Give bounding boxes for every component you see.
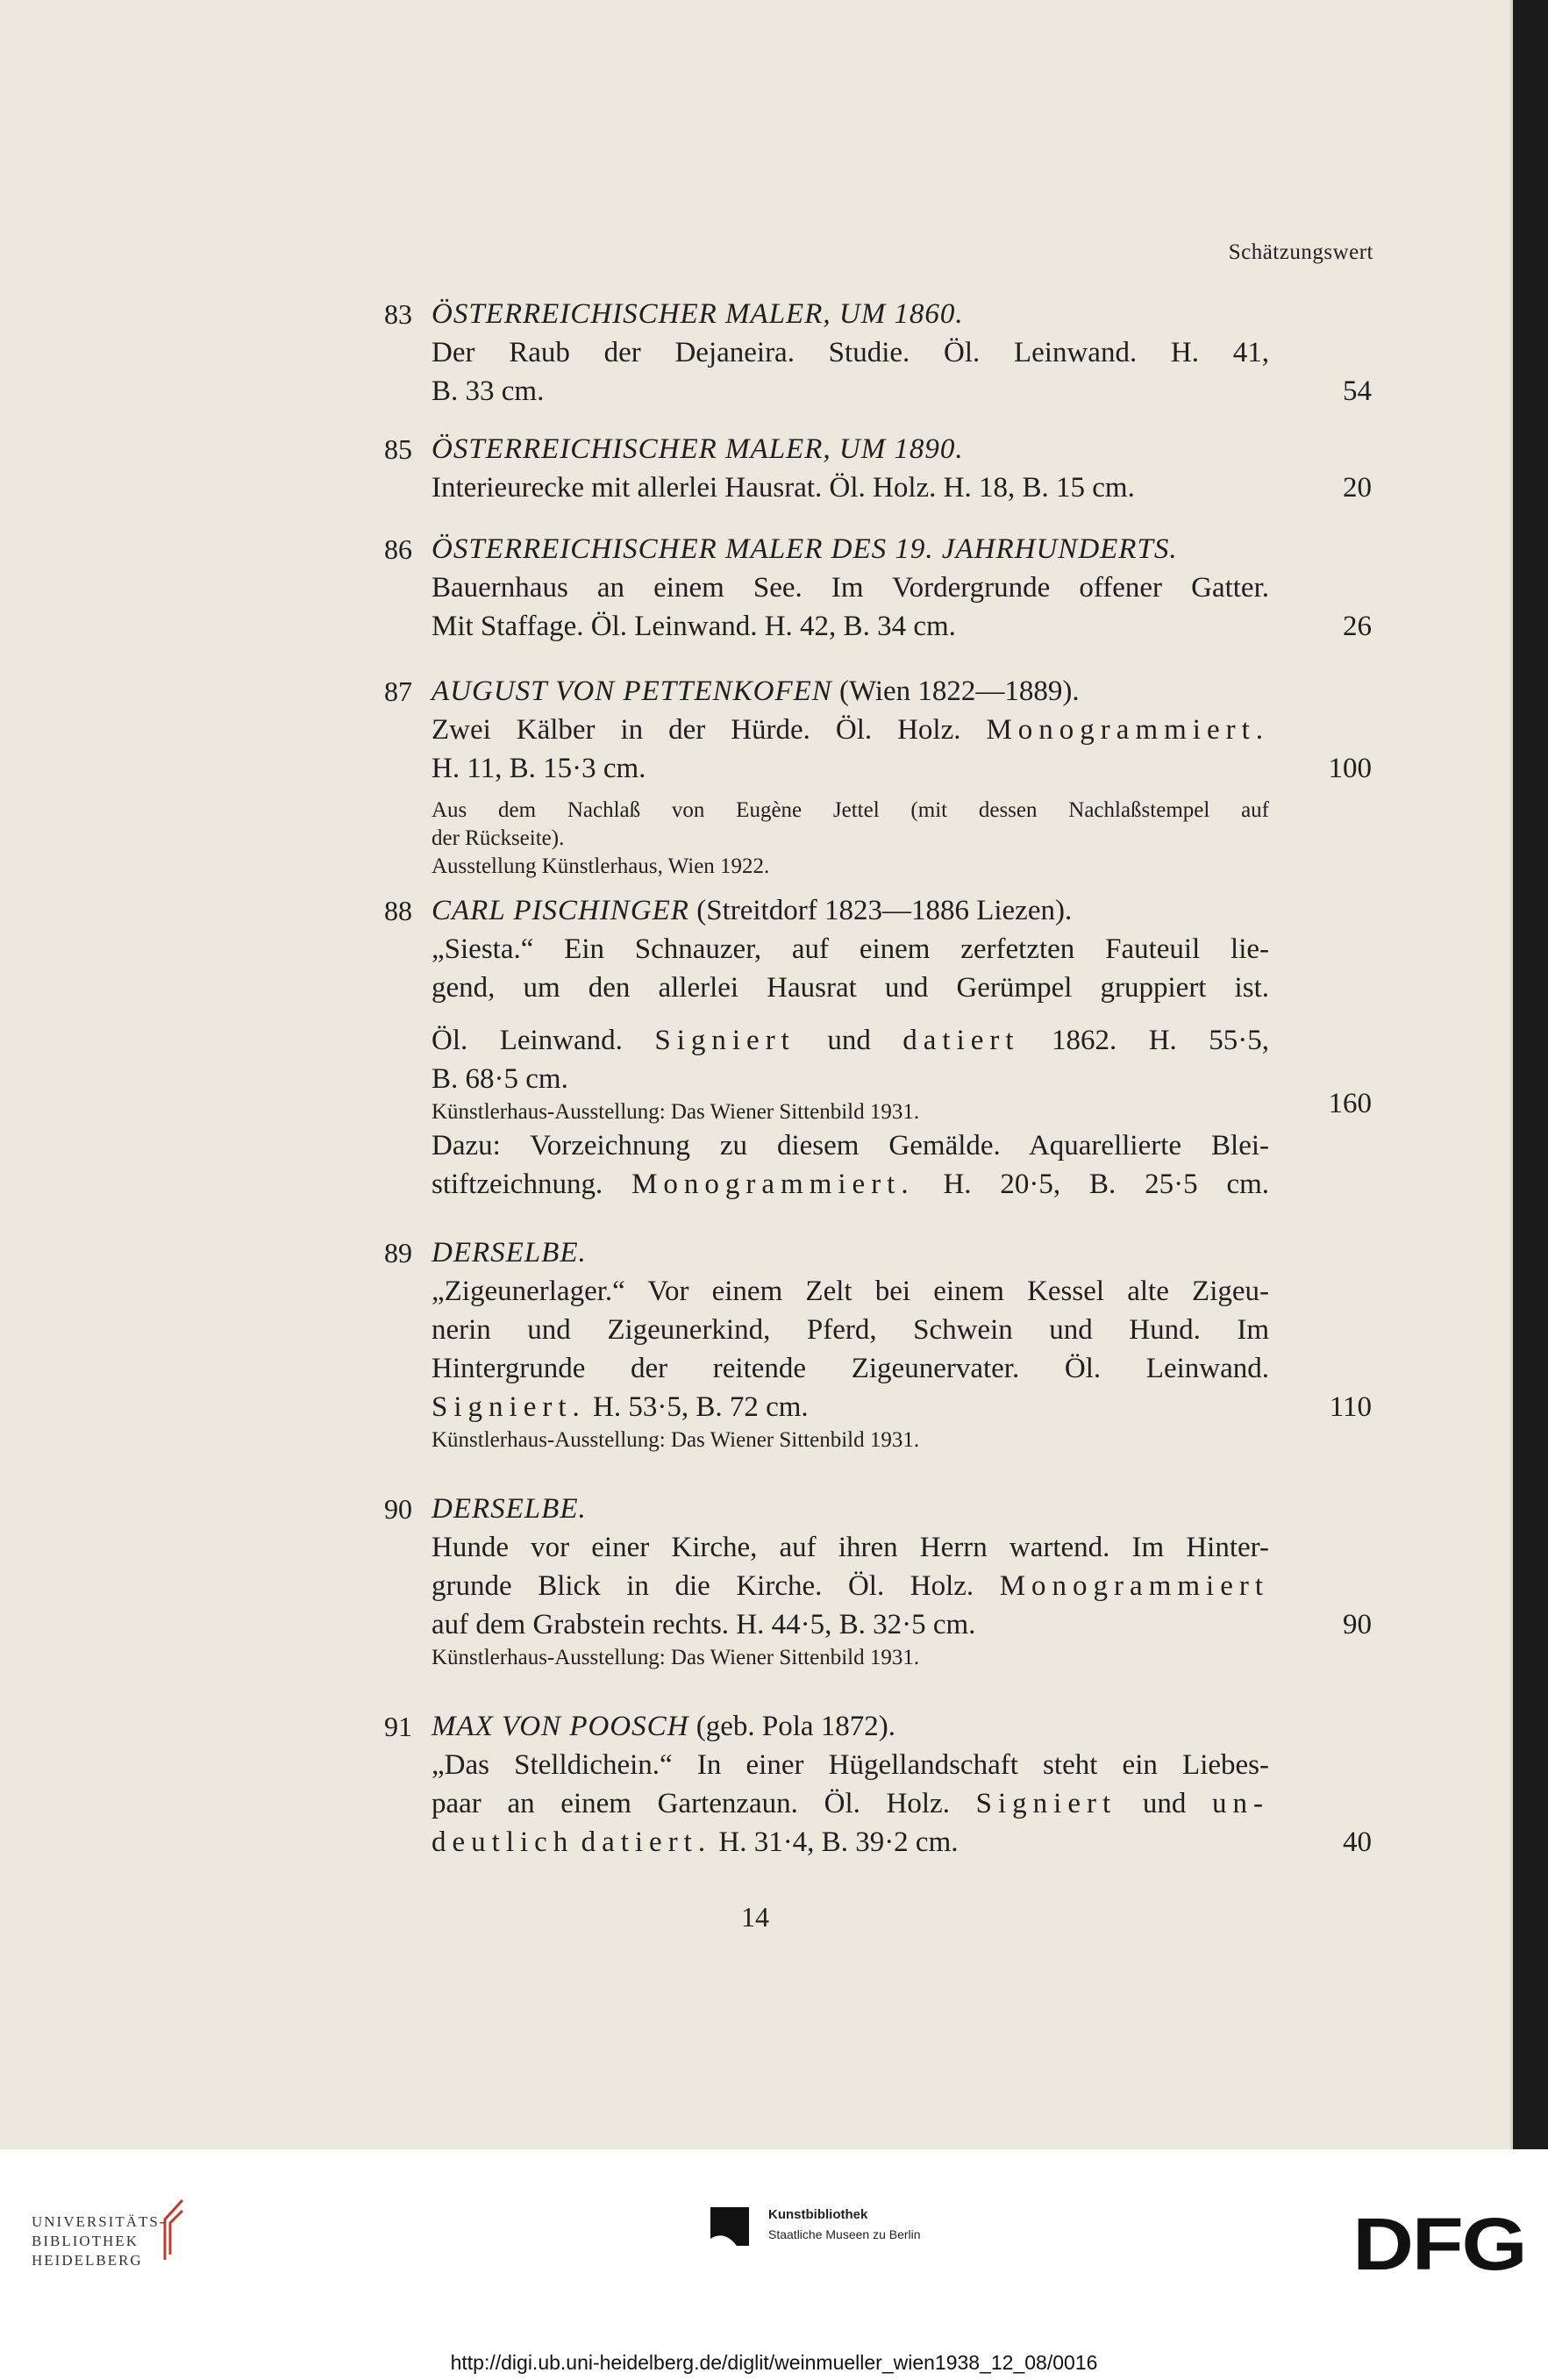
description-line: Zwei Kälber in der Hürde. Öl. Holz. Monogrammiert. bbox=[432, 714, 1270, 746]
estimate-value: 100 bbox=[1328, 753, 1372, 784]
description-line: Hintergrunde der reitende Zigeunervater. Öl. Leinwand. bbox=[432, 1353, 1269, 1384]
permalink-url[interactable]: http://digi.ub.uni-heidelberg.de/diglit/weinmueller_wien1938_12_08/0016 bbox=[450, 2351, 1098, 2374]
exhibition-note: Künstlerhaus-Ausstellung: Das Wiener Sittenbild 1931. bbox=[432, 1100, 920, 1124]
exhibition-note: Künstlerhaus-Ausstellung: Das Wiener Sittenbild 1931. bbox=[432, 1646, 920, 1669]
artist-heading: ÖSTERREICHISCHER MALER, UM 1890. bbox=[432, 433, 964, 465]
dfg-logo[interactable]: DFG bbox=[1352, 2203, 1525, 2285]
description-line: stiftzeichnung. Monogrammiert. H. 20·5, B. 25·5 cm. bbox=[432, 1169, 1270, 1200]
description-line: Öl. Leinwand. Signiert und datiert 1862. H. 55·5, bbox=[432, 1025, 1269, 1056]
artist-heading: AUGUST VON PETTENKOFEN (Wien 1822—1889). bbox=[432, 675, 1080, 707]
description-line: „Das Stelldichein.“ In einer Hügellandschaft steht ein Liebes- bbox=[432, 1749, 1269, 1781]
lot-number: 88 bbox=[384, 895, 412, 926]
lot-number: 89 bbox=[384, 1237, 412, 1269]
estimate-value: 40 bbox=[1343, 1826, 1372, 1858]
description-line: paar an einem Gartenzaun. Öl. Holz. Signiert und un- bbox=[432, 1788, 1270, 1819]
description-line: Interieurecke mit allerlei Hausrat. Öl. Holz. H. 18, B. 15 cm. bbox=[432, 472, 1135, 504]
provenance-note: der Rückseite). bbox=[432, 826, 565, 850]
viewer-footer bbox=[0, 2149, 1548, 2380]
page-number: 14 bbox=[741, 1901, 769, 1933]
artist-heading: DERSELBE. bbox=[432, 1493, 587, 1525]
description-line: „Siesta.“ Ein Schnauzer, auf einem zerfetzten Fauteuil lie- bbox=[432, 933, 1269, 965]
estimate-value: 110 bbox=[1329, 1391, 1372, 1423]
artist-heading: ÖSTERREICHISCHER MALER, UM 1860. bbox=[432, 298, 964, 330]
kunstbibliothek-logo-icon[interactable] bbox=[707, 2204, 756, 2253]
description-line: auf dem Grabstein rechts. H. 44·5, B. 32·5 cm. bbox=[432, 1609, 976, 1640]
estimate-value: 54 bbox=[1343, 375, 1372, 407]
estimate-value: 20 bbox=[1343, 472, 1372, 504]
description-line: Mit Staffage. Öl. Leinwand. H. 42, B. 34 cm. bbox=[432, 611, 956, 642]
column-header: Schätzungswert bbox=[1228, 240, 1373, 264]
university-library-logo[interactable]: UNIVERSITÄTS- BIBLIOTHEK HEIDELBERG bbox=[32, 2213, 167, 2269]
lot-number: 83 bbox=[384, 298, 412, 330]
exhibition-note: Künstlerhaus-Ausstellung: Das Wiener Sittenbild 1931. bbox=[432, 1428, 920, 1452]
description-line: Dazu: Vorzeichnung zu diesem Gemälde. Aquarellierte Blei- bbox=[432, 1130, 1269, 1161]
description-line: Bauernhaus an einem See. Im Vordergrunde offener Gatter. bbox=[432, 572, 1269, 604]
artist-heading: ÖSTERREICHISCHER MALER DES 19. JAHRHUNDERTS. bbox=[432, 533, 1178, 565]
artist-heading: CARL PISCHINGER (Streitdorf 1823—1886 Liezen). bbox=[432, 895, 1073, 926]
estimate-value: 90 bbox=[1343, 1609, 1372, 1640]
lot-number: 85 bbox=[384, 433, 412, 465]
description-line: Signiert. H. 53·5, B. 72 cm. bbox=[432, 1391, 809, 1423]
estimate-value: 160 bbox=[1328, 1088, 1372, 1119]
lot-number: 87 bbox=[384, 675, 412, 707]
university-emblem-icon bbox=[158, 2198, 188, 2262]
description-line: Hunde vor einer Kirche, auf ihren Herrn wartend. Im Hinter- bbox=[432, 1532, 1269, 1563]
description-line: nerin und Zigeunerkind, Pferd, Schwein und Hund. Im bbox=[432, 1314, 1269, 1346]
exhibition-note: Ausstellung Künstlerhaus, Wien 1922. bbox=[432, 854, 770, 878]
description-line: gend, um den allerlei Hausrat und Gerümpel gruppiert ist. bbox=[432, 972, 1269, 1004]
artist-heading: DERSELBE. bbox=[432, 1237, 587, 1269]
description-line: Der Raub der Dejaneira. Studie. Öl. Leinwand. H. 41, bbox=[432, 337, 1269, 368]
artist-heading: MAX VON POOSCH (geb. Pola 1872). bbox=[432, 1711, 896, 1742]
estimate-value: 26 bbox=[1343, 611, 1372, 642]
provenance-note: Aus dem Nachlaß von Eugène Jettel (mit dessen Nachlaßstempel auf bbox=[432, 798, 1269, 822]
description-line: „Zigeunerlager.“ Vor einem Zelt bei einem Kessel alte Zigeu- bbox=[432, 1276, 1269, 1307]
lot-number: 86 bbox=[384, 533, 412, 565]
description-line: B. 68·5 cm. bbox=[432, 1063, 568, 1095]
lot-number: 91 bbox=[384, 1711, 412, 1742]
lot-number: 90 bbox=[384, 1493, 412, 1525]
description-line: deutlich datiert. H. 31·4, B. 39·2 cm. bbox=[432, 1826, 959, 1858]
description-line: B. 33 cm. bbox=[432, 375, 545, 407]
description-line: grunde Blick in die Kirche. Öl. Holz. Monogrammiert bbox=[432, 1570, 1270, 1602]
description-line: H. 11, B. 15·3 cm. bbox=[432, 753, 646, 784]
kunstbibliothek-label[interactable]: Kunstbibliothek Staatliche Museen zu Berlin bbox=[768, 2207, 921, 2241]
